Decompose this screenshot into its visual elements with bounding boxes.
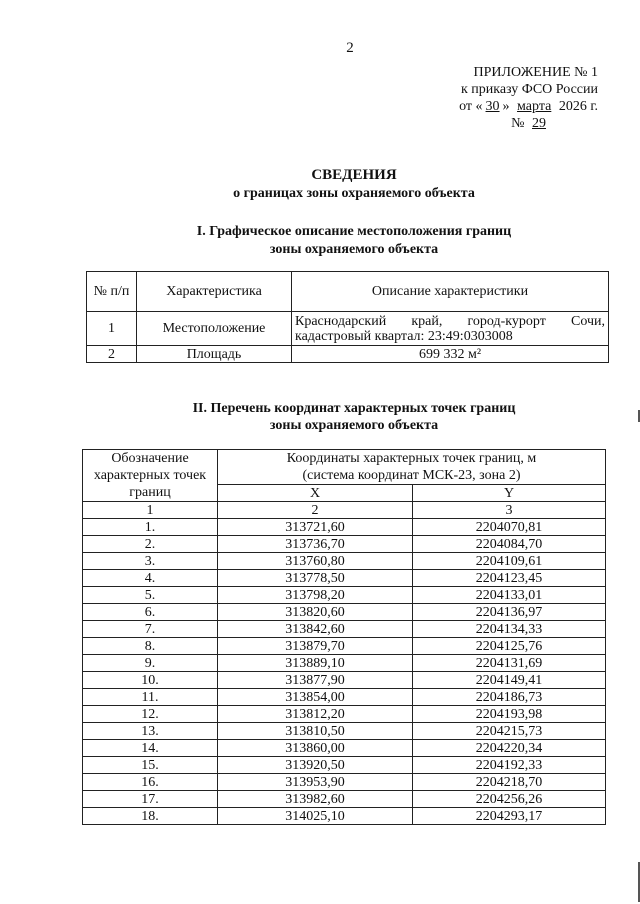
point-number: 11. <box>83 689 218 706</box>
table-row <box>83 808 606 825</box>
table-row <box>83 706 606 723</box>
date-mid: » <box>502 99 510 114</box>
coord-y: 2204256,26 <box>413 791 606 808</box>
appendix-order-ref: к приказу ФСО России <box>460 82 598 97</box>
coord-x: 313736,70 <box>218 536 413 553</box>
coord-y: 2204149,41 <box>413 672 606 689</box>
table-row <box>83 553 606 570</box>
header-description: Описание характеристики <box>292 272 609 312</box>
point-number: 8. <box>83 638 218 655</box>
point-number: 3. <box>83 553 218 570</box>
table-row <box>83 570 606 587</box>
coord-y: 2204220,34 <box>413 740 606 757</box>
table-row <box>87 346 609 363</box>
row-description: 699 332 м² <box>292 346 609 363</box>
header-y: Y <box>413 485 606 502</box>
point-number: 2. <box>83 536 218 553</box>
table-row <box>83 638 606 655</box>
coord-y: 2204125,76 <box>413 638 606 655</box>
column-index-row <box>83 502 606 519</box>
date-day: 30 <box>485 99 500 114</box>
point-number: 18. <box>83 808 218 825</box>
appendix-date <box>459 98 598 115</box>
coord-y: 2204136,97 <box>413 604 606 621</box>
section2-title-line2: зоны охраняемого объекта <box>269 418 439 433</box>
table-row <box>83 655 606 672</box>
point-number: 4. <box>83 570 218 587</box>
coord-x: 313982,60 <box>218 791 413 808</box>
row-description <box>292 312 609 346</box>
point-number: 9. <box>83 655 218 672</box>
table-row <box>83 774 606 791</box>
table-row <box>83 672 606 689</box>
coord-x: 313820,60 <box>218 604 413 621</box>
header-designation: Обозначение характерных точек границ <box>83 450 218 502</box>
coordinates-table <box>82 449 606 825</box>
date-prefix: от « <box>459 99 483 114</box>
table-row <box>83 536 606 553</box>
point-number: 16. <box>83 774 218 791</box>
row-characteristic: Площадь <box>137 346 292 363</box>
point-number: 5. <box>83 587 218 604</box>
row-num: 2 <box>87 346 137 363</box>
table-row <box>83 723 606 740</box>
coord-x: 313889,10 <box>218 655 413 672</box>
coord-x: 313854,00 <box>218 689 413 706</box>
coord-y: 2204215,73 <box>413 723 606 740</box>
coord-x: 313920,50 <box>218 757 413 774</box>
coord-x: 313812,20 <box>218 706 413 723</box>
coord-y: 2204133,01 <box>413 587 606 604</box>
table-row <box>83 740 606 757</box>
coord-x: 313860,00 <box>218 740 413 757</box>
table-row <box>83 587 606 604</box>
section1-title-line2: зоны охраняемого объекта <box>269 242 439 257</box>
table-row <box>83 519 606 536</box>
coord-y: 2204131,69 <box>413 655 606 672</box>
document-subtitle: о границах зоны охраняемого объекта <box>233 186 475 201</box>
description-line: Краснодарский край, город-курорт Сочи, <box>295 313 605 329</box>
coord-y: 2204192,33 <box>413 757 606 774</box>
date-month: марта <box>517 99 552 114</box>
row-num: 1 <box>87 312 137 346</box>
coord-x: 313798,20 <box>218 587 413 604</box>
table-header-row <box>83 450 606 485</box>
coord-x: 313953,90 <box>218 774 413 791</box>
header-num: № п/п <box>87 272 137 312</box>
point-number: 13. <box>83 723 218 740</box>
coord-x: 313778,50 <box>218 570 413 587</box>
coord-y: 2204084,70 <box>413 536 606 553</box>
point-number: 14. <box>83 740 218 757</box>
column-index: 3 <box>413 502 606 519</box>
appendix-title: ПРИЛОЖЕНИЕ № 1 <box>473 65 598 80</box>
table-row <box>83 791 606 808</box>
coord-y: 2204134,33 <box>413 621 606 638</box>
section1-title-line1: I. Графическое описание местоположения границ <box>196 224 512 239</box>
coord-y: 2204123,45 <box>413 570 606 587</box>
point-number: 1. <box>83 519 218 536</box>
date-year: 2026 г. <box>558 99 598 114</box>
appendix-block <box>459 64 598 132</box>
coord-x: 313721,60 <box>218 519 413 536</box>
coord-y: 2204218,70 <box>413 774 606 791</box>
coord-y: 2204070,81 <box>413 519 606 536</box>
column-index: 2 <box>218 502 413 519</box>
point-number: 10. <box>83 672 218 689</box>
header-coordinates-line2: (система координат МСК-23, зона 2) <box>302 468 521 483</box>
point-number: 6. <box>83 604 218 621</box>
header-characteristic: Характеристика <box>137 272 292 312</box>
coord-y: 2204193,98 <box>413 706 606 723</box>
header-coordinates-line1: Координаты характерных точек границ, м <box>286 451 537 466</box>
table-row <box>83 757 606 774</box>
coord-y: 2204293,17 <box>413 808 606 825</box>
row-characteristic: Местоположение <box>137 312 292 346</box>
point-number: 7. <box>83 621 218 638</box>
coord-x: 313879,70 <box>218 638 413 655</box>
coord-y: 2204109,61 <box>413 553 606 570</box>
coord-x: 314025,10 <box>218 808 413 825</box>
coord-x: 313810,50 <box>218 723 413 740</box>
coord-x: 313842,60 <box>218 621 413 638</box>
number-prefix: № <box>511 116 525 131</box>
section2-title-line1: II. Перечень координат характерных точек границ <box>192 401 516 416</box>
column-index: 1 <box>83 502 218 519</box>
point-number: 12. <box>83 706 218 723</box>
appendix-number <box>459 115 598 132</box>
order-number: 29 <box>532 116 546 131</box>
point-number: 17. <box>83 791 218 808</box>
coord-y: 2204186,73 <box>413 689 606 706</box>
table-row <box>83 689 606 706</box>
description-line: кадастровый квартал: 23:49:0303008 <box>295 328 513 344</box>
table-row <box>83 621 606 638</box>
header-coordinates <box>218 450 606 485</box>
table-header-row <box>87 272 609 312</box>
coord-x: 313760,80 <box>218 553 413 570</box>
page-number: 2 <box>346 40 354 56</box>
location-table <box>86 271 609 363</box>
table-row <box>83 604 606 621</box>
document-title: СВЕДЕНИЯ <box>311 167 397 183</box>
header-x: X <box>218 485 413 502</box>
point-number: 15. <box>83 757 218 774</box>
coord-x: 313877,90 <box>218 672 413 689</box>
table-row <box>87 312 609 346</box>
